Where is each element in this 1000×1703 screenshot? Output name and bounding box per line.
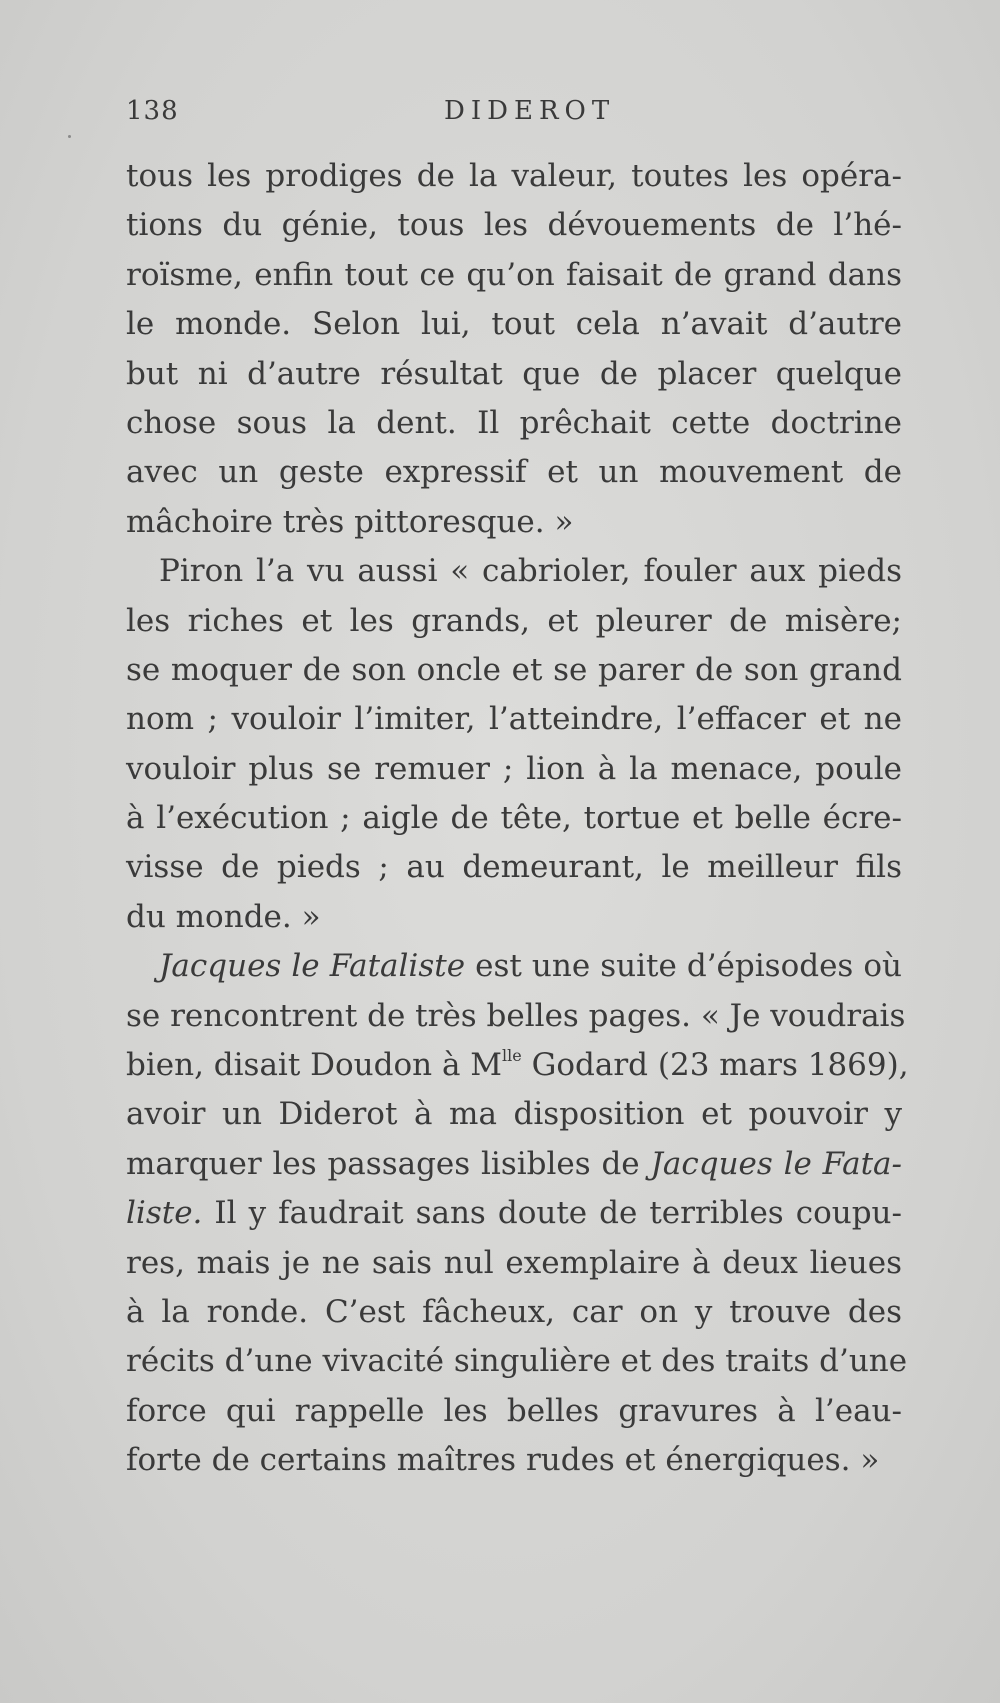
text-line: se rencontrent de très belles pages. « Je voudrais — [126, 997, 906, 1034]
text-run: bien, disait Doudon à M — [126, 1047, 503, 1084]
book-title-italic: liste. — [126, 1195, 203, 1232]
running-head — [126, 96, 900, 136]
text-line: avec un geste expressif et un mouvement de — [126, 454, 902, 491]
text-run: est une suite d’épisodes où — [465, 948, 903, 985]
superscript-abbrev: lle — [502, 1046, 522, 1066]
text-run: Il y faudrait sans doute de terribles coupu- — [202, 1195, 902, 1232]
text-line — [126, 942, 902, 991]
text-line — [126, 1189, 902, 1238]
text-run: Godard (23 mars 1869), — [521, 1047, 909, 1084]
text-line — [126, 1041, 909, 1090]
text-line: du monde. » — [126, 898, 321, 935]
text-line: chose sous la dent. Il prêchait cette doctrine — [126, 404, 902, 441]
text-line: visse de pieds ; au demeurant, le meilleur fils — [126, 849, 902, 886]
text-line: les riches et les grands, et pleurer de misère; — [126, 602, 902, 639]
text-line: tions du génie, tous les dévouements de l’hé- — [126, 207, 902, 244]
text-line: but ni d’autre résultat que de placer quelque — [126, 355, 902, 392]
text-line: Piron l’a vu aussi « cabrioler, fouler aux pieds — [159, 553, 902, 590]
text-line: à l’exécution ; aigle de tête, tortue et belle écre- — [126, 800, 902, 837]
text-line: force qui rappelle les belles gravures à l’eau- — [126, 1392, 902, 1429]
text-line — [126, 1140, 902, 1189]
text-line: à la ronde. C’est fâcheux, car on y trouve des — [126, 1293, 902, 1330]
page-number: 138 — [126, 96, 179, 126]
text-line: roïsme, enfin tout ce qu’on faisait de grand dans — [126, 256, 902, 293]
text-line: nom ; vouloir l’imiter, l’atteindre, l’effacer et ne — [126, 701, 902, 738]
text-line: mâchoire très pittoresque. » — [126, 503, 574, 540]
book-title-italic: Jacques le Fataliste — [159, 948, 466, 985]
text-line: se moquer de son oncle et se parer de son grand — [126, 651, 902, 688]
text-run: marquer les passages lisibles de — [126, 1145, 651, 1182]
running-title: DIDEROT — [444, 96, 616, 126]
body-text — [126, 152, 909, 1486]
text-line: avoir un Diderot à ma disposition et pouvoir y — [126, 1096, 902, 1133]
paper-speck — [68, 135, 71, 138]
text-line: récits d’une vivacité singulière et des traits d’une — [126, 1343, 908, 1380]
text-line: le monde. Selon lui, tout cela n’avait d’autre — [126, 306, 902, 343]
text-line: tous les prodiges de la valeur, toutes les opéra- — [126, 158, 902, 194]
text-line: vouloir plus se remuer ; lion à la menace, poule — [126, 750, 902, 787]
text-line: forte de certains maîtres rudes et énergiques. » — [126, 1442, 880, 1479]
book-title-italic: Jacques le Fata- — [650, 1145, 902, 1182]
text-line: res, mais je ne sais nul exemplaire à deux lieues — [126, 1244, 902, 1281]
